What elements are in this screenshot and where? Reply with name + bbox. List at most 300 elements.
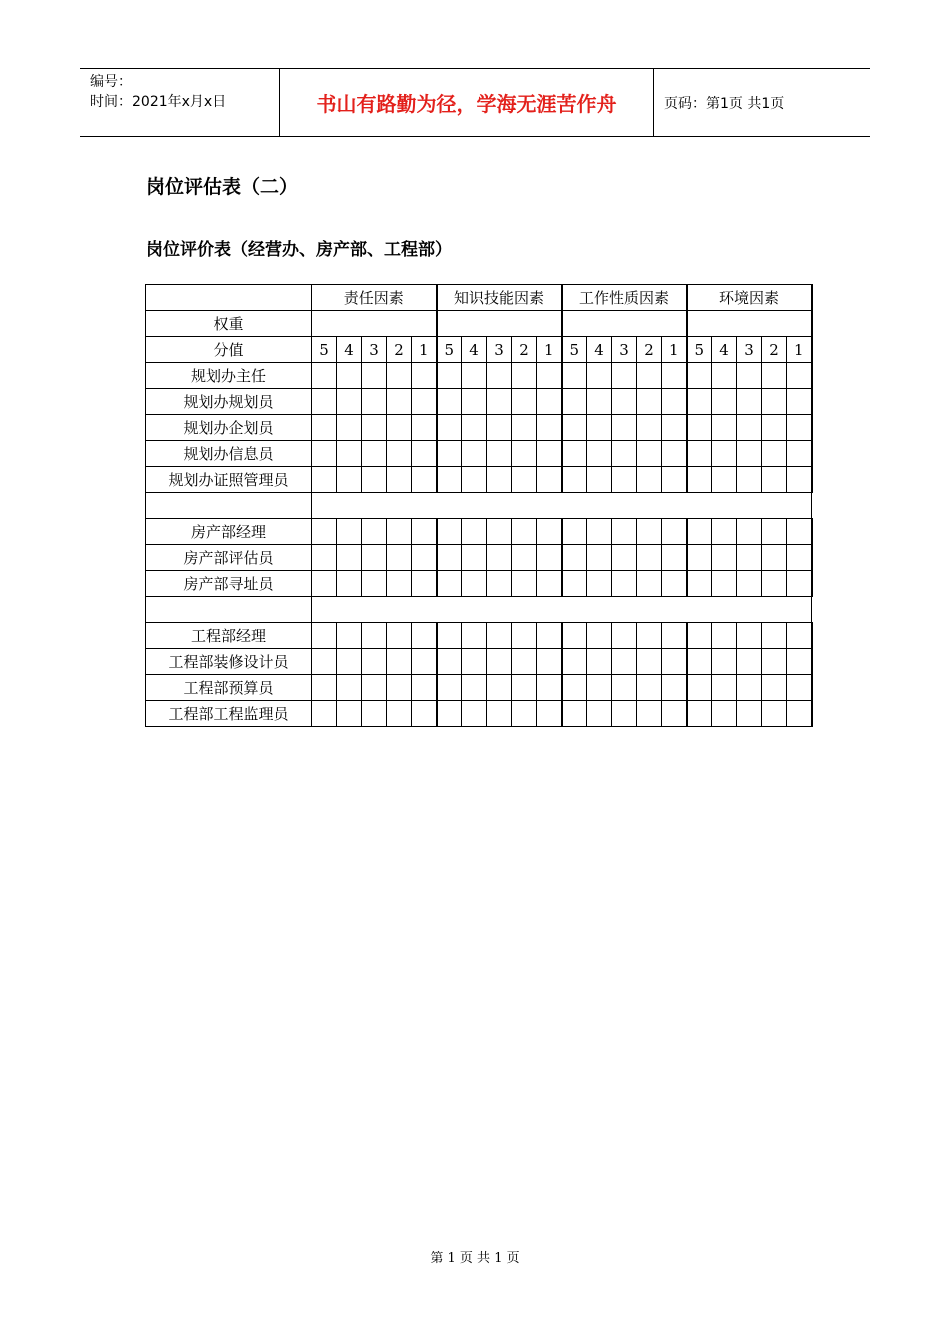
rating-cell <box>487 389 512 415</box>
rating-cell <box>337 441 362 467</box>
rating-cell <box>737 389 762 415</box>
rating-cell <box>587 675 612 701</box>
rating-cell <box>587 363 612 389</box>
score-value: 1 <box>537 337 562 363</box>
rating-cell <box>437 467 462 493</box>
weight-input-cell <box>687 311 812 337</box>
rating-cell <box>737 701 762 727</box>
position-row <box>146 545 812 571</box>
weight-label: 权重 <box>146 311 312 337</box>
rating-cell <box>387 701 412 727</box>
rating-cell <box>562 675 587 701</box>
score-value: 4 <box>712 337 737 363</box>
rating-cell <box>312 571 337 597</box>
rating-cell <box>512 701 537 727</box>
rating-cell <box>412 701 437 727</box>
rating-cell <box>312 441 337 467</box>
rating-cell <box>487 467 512 493</box>
rating-cell <box>337 701 362 727</box>
rating-cell <box>562 519 587 545</box>
rating-cell <box>612 545 637 571</box>
separator-span-cell <box>312 493 812 519</box>
score-value: 4 <box>337 337 362 363</box>
rating-cell <box>337 675 362 701</box>
rating-cell <box>487 623 512 649</box>
rating-cell <box>337 389 362 415</box>
rating-cell <box>737 519 762 545</box>
rating-cell <box>662 389 687 415</box>
rating-cell <box>437 441 462 467</box>
position-label: 房产部寻址员 <box>146 571 312 597</box>
rating-cell <box>762 389 787 415</box>
rating-cell <box>737 415 762 441</box>
score-value: 1 <box>662 337 687 363</box>
score-value: 3 <box>487 337 512 363</box>
rating-cell <box>487 441 512 467</box>
rating-cell <box>787 389 812 415</box>
score-value: 2 <box>387 337 412 363</box>
position-row <box>146 649 812 675</box>
rating-cell <box>312 675 337 701</box>
rating-cell <box>387 519 412 545</box>
number-label: 编号： <box>90 74 132 90</box>
separator-label-cell <box>146 597 312 623</box>
rating-cell <box>612 415 637 441</box>
position-label: 规划办证照管理员 <box>146 467 312 493</box>
rating-cell <box>537 545 562 571</box>
rating-cell <box>787 623 812 649</box>
rating-cell <box>437 571 462 597</box>
rating-cell <box>612 519 637 545</box>
score-value: 3 <box>362 337 387 363</box>
rating-cell <box>412 441 437 467</box>
rating-cell <box>562 363 587 389</box>
rating-cell <box>537 571 562 597</box>
rating-cell <box>437 415 462 441</box>
rating-cell <box>562 623 587 649</box>
rating-cell <box>337 571 362 597</box>
rating-cell <box>612 701 637 727</box>
position-label: 工程部装修设计员 <box>146 649 312 675</box>
rating-cell <box>787 441 812 467</box>
rating-cell <box>587 415 612 441</box>
rating-cell <box>312 363 337 389</box>
rating-cell <box>637 623 662 649</box>
rating-cell <box>362 701 387 727</box>
rating-cell <box>612 441 637 467</box>
rating-cell <box>687 441 712 467</box>
separator-span-cell <box>312 597 812 623</box>
rating-cell <box>512 467 537 493</box>
rating-cell <box>687 701 712 727</box>
factor-header: 责任因素 <box>312 285 437 311</box>
score-value: 3 <box>737 337 762 363</box>
position-row <box>146 519 812 545</box>
rating-cell <box>412 467 437 493</box>
rating-cell <box>387 415 412 441</box>
rating-cell <box>537 519 562 545</box>
rating-cell <box>637 467 662 493</box>
rating-cell <box>337 363 362 389</box>
rating-cell <box>462 441 487 467</box>
rating-cell <box>662 701 687 727</box>
rating-cell <box>612 363 637 389</box>
rating-cell <box>587 545 612 571</box>
rating-cell <box>362 389 387 415</box>
position-label: 房产部评估员 <box>146 545 312 571</box>
position-label: 工程部预算员 <box>146 675 312 701</box>
rating-cell <box>537 649 562 675</box>
rating-cell <box>387 441 412 467</box>
rating-cell <box>737 623 762 649</box>
position-label: 规划办主任 <box>146 363 312 389</box>
rating-cell <box>687 467 712 493</box>
rating-cell <box>662 545 687 571</box>
rating-cell <box>412 415 437 441</box>
rating-cell <box>662 623 687 649</box>
rating-cell <box>462 545 487 571</box>
rating-cell <box>312 545 337 571</box>
rating-cell <box>312 467 337 493</box>
position-row <box>146 623 812 649</box>
rating-cell <box>762 363 787 389</box>
rating-cell <box>437 701 462 727</box>
rating-cell <box>337 415 362 441</box>
rating-cell <box>662 519 687 545</box>
rating-cell <box>787 571 812 597</box>
rating-cell <box>737 363 762 389</box>
rating-cell <box>362 363 387 389</box>
rating-cell <box>312 415 337 441</box>
position-label: 房产部经理 <box>146 519 312 545</box>
score-value: 2 <box>512 337 537 363</box>
rating-cell <box>412 389 437 415</box>
rating-cell <box>387 571 412 597</box>
rating-cell <box>737 545 762 571</box>
rating-cell <box>412 363 437 389</box>
rating-cell <box>362 545 387 571</box>
rating-cell <box>637 649 662 675</box>
rating-cell <box>737 441 762 467</box>
rating-cell <box>537 441 562 467</box>
rating-cell <box>662 675 687 701</box>
rating-cell <box>762 675 787 701</box>
separator-row <box>146 493 812 519</box>
rating-cell <box>512 649 537 675</box>
factor-header: 知识技能因素 <box>437 285 562 311</box>
rating-cell <box>787 649 812 675</box>
rating-cell <box>537 467 562 493</box>
rating-cell <box>437 649 462 675</box>
position-row <box>146 415 812 441</box>
rating-cell <box>737 649 762 675</box>
rating-cell <box>387 623 412 649</box>
rating-cell <box>712 675 737 701</box>
rating-cell <box>537 623 562 649</box>
rating-cell <box>612 675 637 701</box>
position-label: 规划办信息员 <box>146 441 312 467</box>
rating-cell <box>462 675 487 701</box>
rating-cell <box>387 649 412 675</box>
rating-cell <box>687 675 712 701</box>
rating-cell <box>512 571 537 597</box>
rating-cell <box>787 363 812 389</box>
rating-cell <box>387 363 412 389</box>
page-code: 页码：第1页 共1页 <box>664 95 785 112</box>
rating-cell <box>362 519 387 545</box>
factor-header: 工作性质因素 <box>562 285 687 311</box>
rating-cell <box>687 649 712 675</box>
rating-cell <box>637 415 662 441</box>
rating-cell <box>662 441 687 467</box>
score-value: 4 <box>462 337 487 363</box>
rating-cell <box>512 623 537 649</box>
score-label: 分值 <box>146 337 312 363</box>
rating-cell <box>312 623 337 649</box>
rating-cell <box>512 441 537 467</box>
rating-cell <box>362 467 387 493</box>
rating-cell <box>662 415 687 441</box>
rating-cell <box>762 519 787 545</box>
rating-cell <box>412 675 437 701</box>
rating-cell <box>587 649 612 675</box>
rating-cell <box>362 675 387 701</box>
rating-cell <box>512 389 537 415</box>
rating-cell <box>587 623 612 649</box>
rating-cell <box>587 701 612 727</box>
weight-input-cell <box>562 311 687 337</box>
rating-cell <box>462 467 487 493</box>
rating-cell <box>462 415 487 441</box>
rating-cell <box>587 389 612 415</box>
rating-cell <box>462 389 487 415</box>
rating-cell <box>562 389 587 415</box>
rating-cell <box>512 415 537 441</box>
separator-label-cell <box>146 493 312 519</box>
evaluation-table <box>145 284 813 727</box>
rating-cell <box>412 623 437 649</box>
rating-cell <box>337 519 362 545</box>
rating-cell <box>312 649 337 675</box>
rating-cell <box>687 545 712 571</box>
rating-cell <box>362 441 387 467</box>
rating-cell <box>487 363 512 389</box>
rating-cell <box>462 701 487 727</box>
rating-cell <box>487 649 512 675</box>
position-row <box>146 389 812 415</box>
score-value: 2 <box>637 337 662 363</box>
rating-cell <box>762 571 787 597</box>
header-meta <box>80 69 280 136</box>
rating-cell <box>687 389 712 415</box>
rating-cell <box>662 649 687 675</box>
rating-cell <box>737 571 762 597</box>
page-header <box>80 68 870 137</box>
rating-cell <box>362 415 387 441</box>
rating-cell <box>462 649 487 675</box>
rating-cell <box>637 545 662 571</box>
rating-cell <box>437 545 462 571</box>
score-value: 5 <box>562 337 587 363</box>
rating-cell <box>562 571 587 597</box>
rating-cell <box>512 545 537 571</box>
score-value: 1 <box>412 337 437 363</box>
rating-cell <box>437 519 462 545</box>
weight-row <box>146 311 812 337</box>
rating-cell <box>587 441 612 467</box>
rating-cell <box>612 649 637 675</box>
rating-cell <box>762 441 787 467</box>
rating-cell <box>362 649 387 675</box>
rating-cell <box>512 363 537 389</box>
rating-cell <box>487 519 512 545</box>
rating-cell <box>537 675 562 701</box>
rating-cell <box>562 545 587 571</box>
rating-cell <box>787 467 812 493</box>
rating-cell <box>537 363 562 389</box>
score-value: 3 <box>612 337 637 363</box>
position-label: 工程部工程监理员 <box>146 701 312 727</box>
rating-cell <box>412 571 437 597</box>
rating-cell <box>712 571 737 597</box>
rating-cell <box>387 467 412 493</box>
position-label: 规划办企划员 <box>146 415 312 441</box>
rating-cell <box>687 519 712 545</box>
rating-cell <box>437 623 462 649</box>
score-value: 2 <box>762 337 787 363</box>
rating-cell <box>337 545 362 571</box>
score-value: 1 <box>787 337 812 363</box>
rating-cell <box>337 649 362 675</box>
rating-cell <box>637 701 662 727</box>
rating-cell <box>662 467 687 493</box>
rating-cell <box>662 571 687 597</box>
rating-cell <box>337 467 362 493</box>
rating-cell <box>487 571 512 597</box>
score-row <box>146 337 812 363</box>
rating-cell <box>637 363 662 389</box>
rating-cell <box>437 389 462 415</box>
separator-row <box>146 597 812 623</box>
score-value: 4 <box>587 337 612 363</box>
rating-cell <box>612 467 637 493</box>
rating-cell <box>787 545 812 571</box>
rating-cell <box>687 623 712 649</box>
rating-cell <box>387 545 412 571</box>
rating-cell <box>562 701 587 727</box>
rating-cell <box>437 675 462 701</box>
rating-cell <box>637 389 662 415</box>
score-value: 5 <box>312 337 337 363</box>
time-label: 时间：2021年x月x日 <box>90 94 227 110</box>
rating-cell <box>712 389 737 415</box>
rating-cell <box>487 545 512 571</box>
rating-cell <box>637 519 662 545</box>
rating-cell <box>712 441 737 467</box>
rating-cell <box>462 623 487 649</box>
rating-cell <box>337 623 362 649</box>
rating-cell <box>737 467 762 493</box>
rating-cell <box>537 389 562 415</box>
rating-cell <box>612 623 637 649</box>
factor-header: 环境因素 <box>687 285 812 311</box>
rating-cell <box>637 441 662 467</box>
rating-cell <box>637 675 662 701</box>
rating-cell <box>412 649 437 675</box>
rating-cell <box>712 415 737 441</box>
rating-cell <box>762 545 787 571</box>
rating-cell <box>562 415 587 441</box>
rating-cell <box>762 623 787 649</box>
rating-cell <box>487 675 512 701</box>
rating-cell <box>787 675 812 701</box>
rating-cell <box>487 415 512 441</box>
rating-cell <box>312 519 337 545</box>
rating-cell <box>712 467 737 493</box>
rating-cell <box>737 675 762 701</box>
rating-cell <box>637 571 662 597</box>
rating-cell <box>687 363 712 389</box>
rating-cell <box>612 389 637 415</box>
rating-cell <box>787 701 812 727</box>
rating-cell <box>562 441 587 467</box>
rating-cell <box>762 701 787 727</box>
weight-input-cell <box>437 311 562 337</box>
document-subtitle: 岗位评价表（经营办、房产部、工程部） <box>146 240 452 260</box>
rating-cell <box>562 467 587 493</box>
rating-cell <box>437 363 462 389</box>
position-row <box>146 363 812 389</box>
rating-cell <box>412 519 437 545</box>
rating-cell <box>662 363 687 389</box>
rating-cell <box>712 701 737 727</box>
page-footer: 第 1 页 共 1 页 <box>430 1251 520 1266</box>
position-row <box>146 701 812 727</box>
position-row <box>146 571 812 597</box>
rating-cell <box>462 519 487 545</box>
position-row <box>146 675 812 701</box>
rating-cell <box>362 623 387 649</box>
rating-cell <box>512 675 537 701</box>
factor-header-row <box>146 285 812 311</box>
rating-cell <box>587 467 612 493</box>
rating-cell <box>687 571 712 597</box>
motto: 书山有路勤为径，学海无涯苦作舟 <box>280 69 654 136</box>
rating-cell <box>312 701 337 727</box>
position-row <box>146 467 812 493</box>
rating-cell <box>762 415 787 441</box>
rating-cell <box>412 545 437 571</box>
rating-cell <box>712 545 737 571</box>
rating-cell <box>712 649 737 675</box>
rating-cell <box>562 649 587 675</box>
position-label: 规划办规划员 <box>146 389 312 415</box>
rating-cell <box>462 363 487 389</box>
rating-cell <box>387 675 412 701</box>
rating-cell <box>512 519 537 545</box>
document-title: 岗位评估表（二） <box>146 176 299 198</box>
score-value: 5 <box>437 337 462 363</box>
rating-cell <box>312 389 337 415</box>
rating-cell <box>612 571 637 597</box>
rating-cell <box>537 701 562 727</box>
weight-input-cell <box>312 311 437 337</box>
rating-cell <box>362 571 387 597</box>
position-label: 工程部经理 <box>146 623 312 649</box>
rating-cell <box>387 389 412 415</box>
rating-cell <box>712 363 737 389</box>
rating-cell <box>762 649 787 675</box>
